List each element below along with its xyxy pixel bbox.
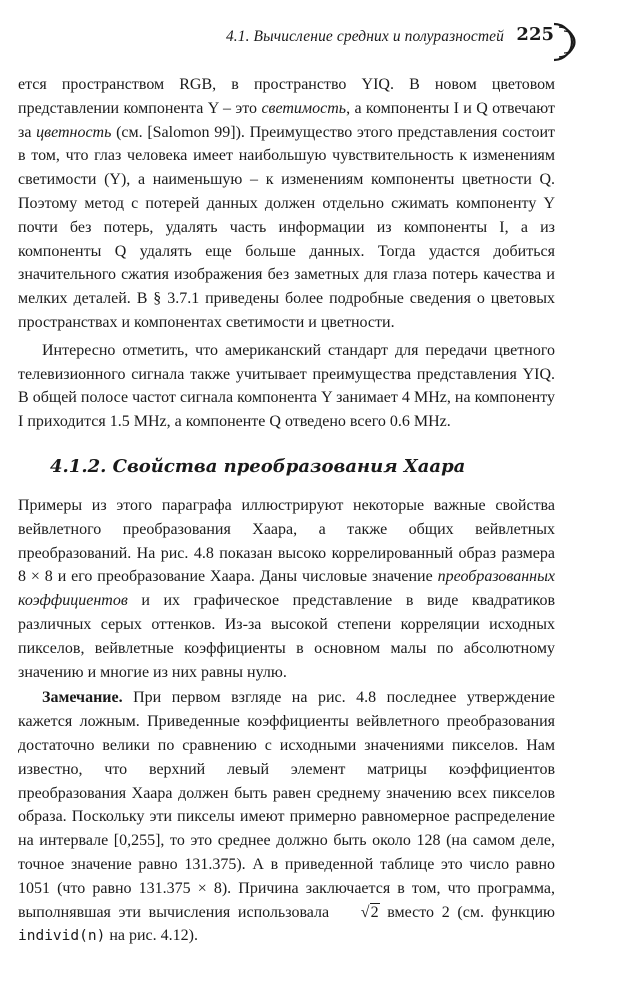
paragraph-group-top — [18, 73, 555, 434]
remark-label: Замечание. — [42, 689, 123, 707]
paragraph-yiq-luminance — [18, 73, 555, 335]
sqrt-argument: 2 — [370, 903, 379, 921]
text-run: ется пространством RGB, в пространство YIQ. В новом цветовом представлении компонента Y – это — [18, 76, 555, 117]
paragraph-group-bottom — [18, 494, 555, 949]
text-run: и их графическое представление в виде квадратиков различных серых оттенков. Из-за высокой степени корреляции исходных пикселов, вейвлетные коэффициенты в основном малы по абсолютному значению и многие из них равны нулю. — [18, 592, 555, 681]
text-run: Примеры из этого параграфа иллюстрируют некоторые важные свойства вейвлетного преобразования Хаара, а также общих вейвлетных преобразований. На рис. 4.8 показан высоко коррелированный образ размера 8 × 8 и его преобразование Хаара. Даны числовые значение — [18, 497, 555, 586]
text-run: (см. [Salomon 99]). Преимущество этого представления состоит в том, что глаз человека имеет наибольшую чувствительность к изменениям светимости (Y), а наименьшую – к изменениям компоненты цветности Q. Поэтому метод с потерей данных должен отдельно сжимать компоненту Y почти без потерь, удалять часть информации из компоненты I, а из компоненты Q удалять еще больше данных. Тогда удастся добиться значительного сжатия изображения без заметных для глаза потерь качества и мелких деталей. В § 3.7.1 приведены более подробные сведения о цветовых пространствах и компонентах светимости и цветности. — [18, 123, 556, 331]
subsection-heading: 4.1.2. Свойства преобразования Хаара — [50, 456, 466, 477]
running-header-title: 4.1. Вычисление средних и полуразностей — [225, 28, 504, 45]
page-number: 225 — [516, 24, 554, 45]
running-header — [200, 22, 580, 62]
term-tsvetnost: цветность — [36, 123, 112, 141]
text-run: вместо 2 (см. функцию — [379, 903, 555, 921]
paragraph-haar-properties — [18, 494, 555, 684]
page-number-arc-icon — [550, 22, 580, 62]
paragraph-remark — [18, 686, 555, 949]
text-run: , а компоненты I и Q отвечают за — [18, 99, 555, 141]
term-transformed-coefficients: преобразованных коэффициентов — [18, 568, 555, 610]
text-run: При первом взгляде на рис. 4.8 последнее утверждение кажется ложным. Приведенные коэффициенты вейвлетного преобразования достаточно велики по сравнению с исходными значениями пикселов. Нам известно, что верхний левый элемент матрицы коэффициентов преобразования Хаара должен быть равен среднему значению всех пикселов образа. Поскольку эти пикселы имеют примерно равномерное распределение на интервале [0,255], то это среднее должно быть около 128 (на самом деле, точное значение равно 131.375). А в приведенной таблице это число равно 1051 (что равно 131.375 × 8). Причина заключается в том, что программа, выполнявшая эти вычисления использовала — [18, 689, 555, 921]
sqrt-sign: √ — [360, 903, 370, 921]
code-function-name: individ(n) — [18, 928, 106, 945]
sqrt-two — [337, 901, 380, 925]
text-run: на рис. 4.12). — [105, 927, 198, 945]
text-run: Интересно отметить, что американский стандарт для передачи цветного телевизионного сигнала также учитывает преимущества представления YIQ. В общей полосе частот сигнала компонента Y занимает 4 MHz, на компоненту I приходится 1.5 MHz, а компоненте Q отведено всего 0.6 MHz. — [18, 341, 555, 431]
paragraph-tv-standard — [18, 339, 555, 434]
term-svetimost: светимость — [261, 99, 347, 117]
